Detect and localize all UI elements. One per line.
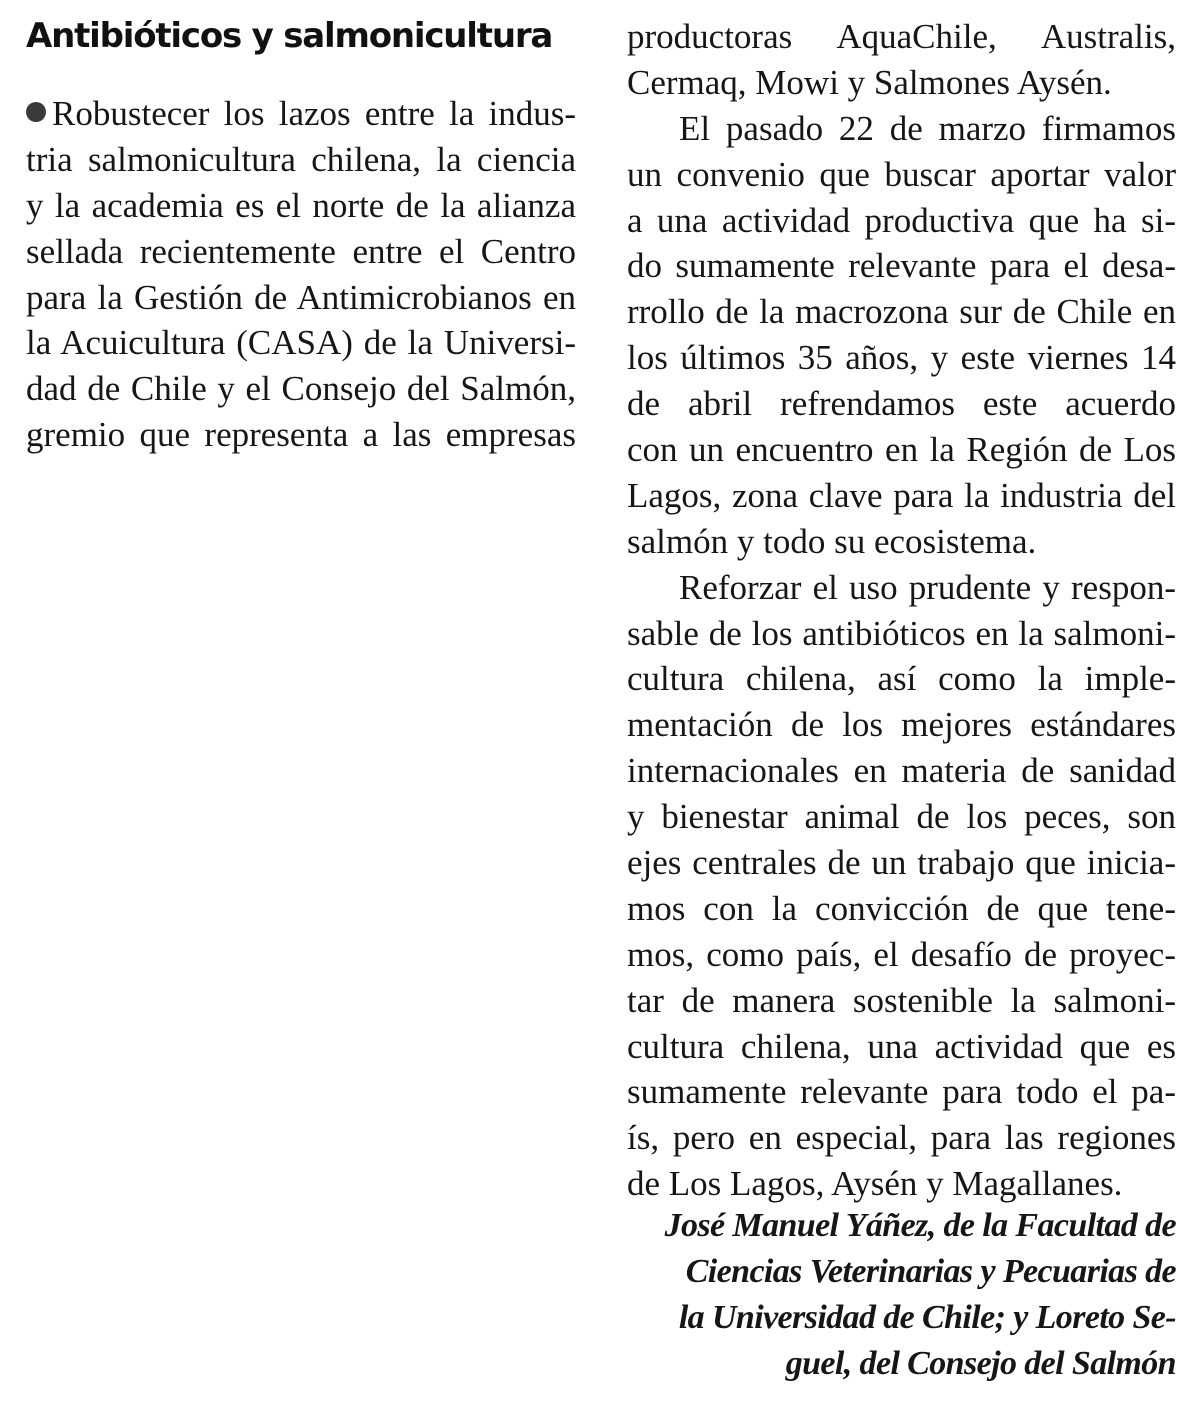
- text-line: productoras AquaChile, Australis,: [627, 17, 1176, 56]
- text-line: tar de manera sostenible la salmoni-: [627, 980, 1176, 1020]
- text-line: mos, como país, el desafío de proyec-: [627, 934, 1176, 974]
- bullet-icon: [26, 102, 46, 122]
- text-line: dad de Chile y el Consejo del Salmón,: [26, 369, 576, 409]
- text-line: ejes centrales de un trabajo que inicia-: [627, 843, 1176, 883]
- text-line: gremio que representa a las empresas: [26, 415, 576, 455]
- text-line: Cermaq, Mowi y Salmones Aysén.: [627, 62, 1112, 102]
- text-line: internacionales en materia de sanidad: [627, 751, 1176, 791]
- author-signature: [600, 1203, 1176, 1387]
- text-line: ís, pero en especial, para las regiones: [627, 1118, 1176, 1158]
- text-line: Lagos, zona clave para la industria del: [627, 475, 1176, 515]
- text-line: mentación de los mejores estándares: [627, 705, 1176, 745]
- author-line: guel, del Consejo del Salmón: [785, 1344, 1176, 1382]
- author-line: la Universidad de Chile; y Loreto Se-: [678, 1298, 1176, 1336]
- author-line: José Manuel Yáñez, de la Facultad de: [664, 1207, 1176, 1244]
- text-line: tria salmonicultura chilena, la ciencia: [26, 139, 576, 179]
- text-line: sable de los antibióticos en la salmoni-: [627, 613, 1176, 653]
- text-line: de Los Lagos, Aysén y Magallanes.: [627, 1164, 1123, 1204]
- author-line: Ciencias Veterinarias y Pecuarias de: [685, 1252, 1176, 1290]
- text-line: un convenio que buscar aportar valor: [627, 154, 1176, 194]
- text-line: la Acuicultura (CASA) de la Universi-: [26, 323, 576, 363]
- text-line: rrollo de la macrozona sur de Chile en: [627, 292, 1176, 332]
- text-line: sellada recientemente entre el Centro: [26, 231, 576, 271]
- text-line: Robustecer los lazos entre la indus-: [26, 91, 576, 137]
- text-line: para la Gestión de Antimicrobianos en: [26, 277, 576, 317]
- article-title: Antibióticos y salmonicultura: [26, 16, 553, 56]
- text-line: y la academia es el norte de la alianza: [26, 185, 576, 225]
- text-line: cultura chilena, así como la imple-: [627, 659, 1176, 699]
- text-line: a una actividad productiva que ha si-: [627, 200, 1176, 240]
- text-line: con un encuentro en la Región de Los: [627, 430, 1176, 470]
- text-line: salmón y todo su ecosistema.: [627, 521, 1037, 561]
- article-column-right: [627, 14, 1176, 1207]
- text-line: cultura chilena, una actividad que es: [627, 1026, 1176, 1066]
- text-line: Reforzar el uso prudente y respon-: [679, 567, 1176, 607]
- text-line: y bienestar animal de los peces, son: [627, 797, 1176, 837]
- article-column-left: [26, 91, 576, 458]
- text-line: los últimos 35 años, y este viernes 14: [627, 338, 1176, 378]
- text-line: El pasado 22 de marzo firmamos: [679, 108, 1176, 148]
- text-line: de abril refrendamos este acuerdo: [627, 384, 1176, 424]
- text-line: sumamente relevante para todo el pa-: [627, 1072, 1176, 1112]
- text-line: do sumamente relevante para el desa-: [627, 246, 1176, 286]
- text-line: mos con la convicción de que tene-: [627, 888, 1176, 928]
